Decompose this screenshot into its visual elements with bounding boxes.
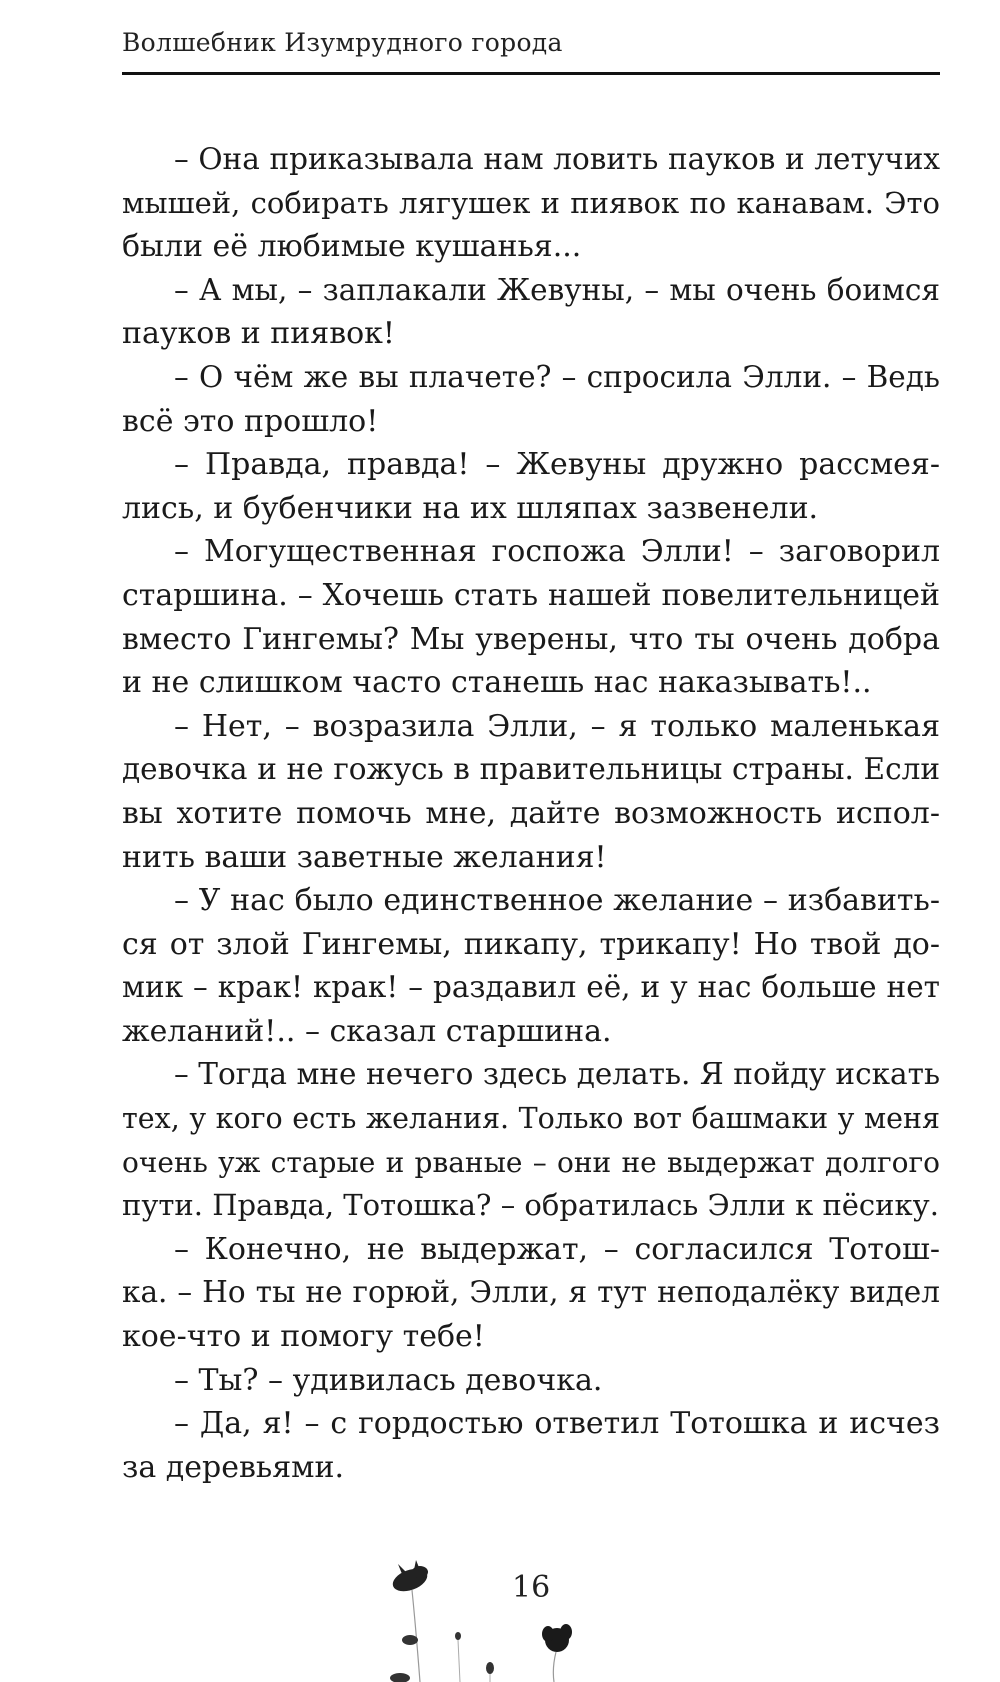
text-line: тех, у кого есть желания. Только вот башмаки у меня: [122, 1102, 940, 1136]
text-line: – Она приказывала нам ловить пауков и летучих: [174, 142, 940, 176]
text-line: мик – крак! крак! – раздавил её, и у нас больше нет: [122, 970, 940, 1005]
text-line: ся от злой Гингемы, пикапу, трикапу! Но твой до-: [122, 926, 940, 962]
text-line: пути. Правда, Тотошка? – обратилась Элли к пёсику.: [122, 1188, 939, 1223]
text-line: мышей, собирать лягушек и пиявок по канавам. Это: [122, 185, 940, 220]
text-line: девочка и не гожусь в правительницы страны. Если: [122, 752, 940, 787]
text-line: ка. – Но ты не горюй, Элли, я тут неподалёку видел: [122, 1275, 940, 1310]
text-line: очень уж старые и рваные – они не выдержат долгого: [122, 1145, 940, 1179]
text-line: – Конечно, не выдержат, – согласился Тотош-: [174, 1231, 940, 1267]
page-number: 16: [512, 1570, 551, 1605]
header-rule: [122, 72, 940, 75]
text-line: – О чём же вы плачете? – спросила Элли. – Ведь: [174, 359, 940, 394]
text-line: – Ты? – удивилась девочка.: [174, 1362, 603, 1398]
text-line: за деревьями.: [122, 1449, 344, 1485]
text-line: лись, и бубенчики на их шляпах зазвенели.: [122, 490, 819, 526]
text-line: – Тогда мне нечего здесь делать. Я пойду искать: [174, 1057, 940, 1092]
text-line: всё это прошло!: [122, 403, 379, 439]
text-line: пауков и пиявок!: [122, 316, 395, 352]
text-line: – Да, я! – с гордостью ответил Тотошка и исчез: [174, 1406, 940, 1442]
flower-ornament-icon: [380, 1560, 640, 1682]
text-line: – Правда, правда! – Жевуны дружно рассмея-: [174, 447, 940, 483]
text-line: кое-что и помогу тебе!: [122, 1319, 485, 1355]
text-line: – Могущественная госпожа Элли! – заговорил: [174, 534, 940, 570]
text-line: и не слишком часто станешь нас наказывать!..: [122, 665, 872, 701]
text-line: желаний!.. – сказал старшина.: [122, 1013, 612, 1049]
running-head-title: Волшебник Изумрудного города: [122, 28, 563, 57]
body-text: [122, 138, 940, 1489]
text-line: – Нет, – возразила Элли, – я только маленькая: [174, 708, 940, 744]
text-line: вы хотите помочь мне, дайте возможность испол-: [122, 795, 940, 831]
text-line: были её любимые кушанья...: [122, 229, 582, 265]
text-line: нить ваши заветные желания!: [122, 839, 607, 875]
text-line: – А мы, – заплакали Жевуны, – мы очень боимся: [174, 272, 940, 307]
text-line: – У нас было единственное желание – избавить-: [174, 883, 940, 919]
text-line: вместо Гингемы? Мы уверены, что ты очень добра: [122, 621, 940, 657]
text-line: старшина. – Хочешь стать нашей повелительницей: [122, 577, 940, 613]
